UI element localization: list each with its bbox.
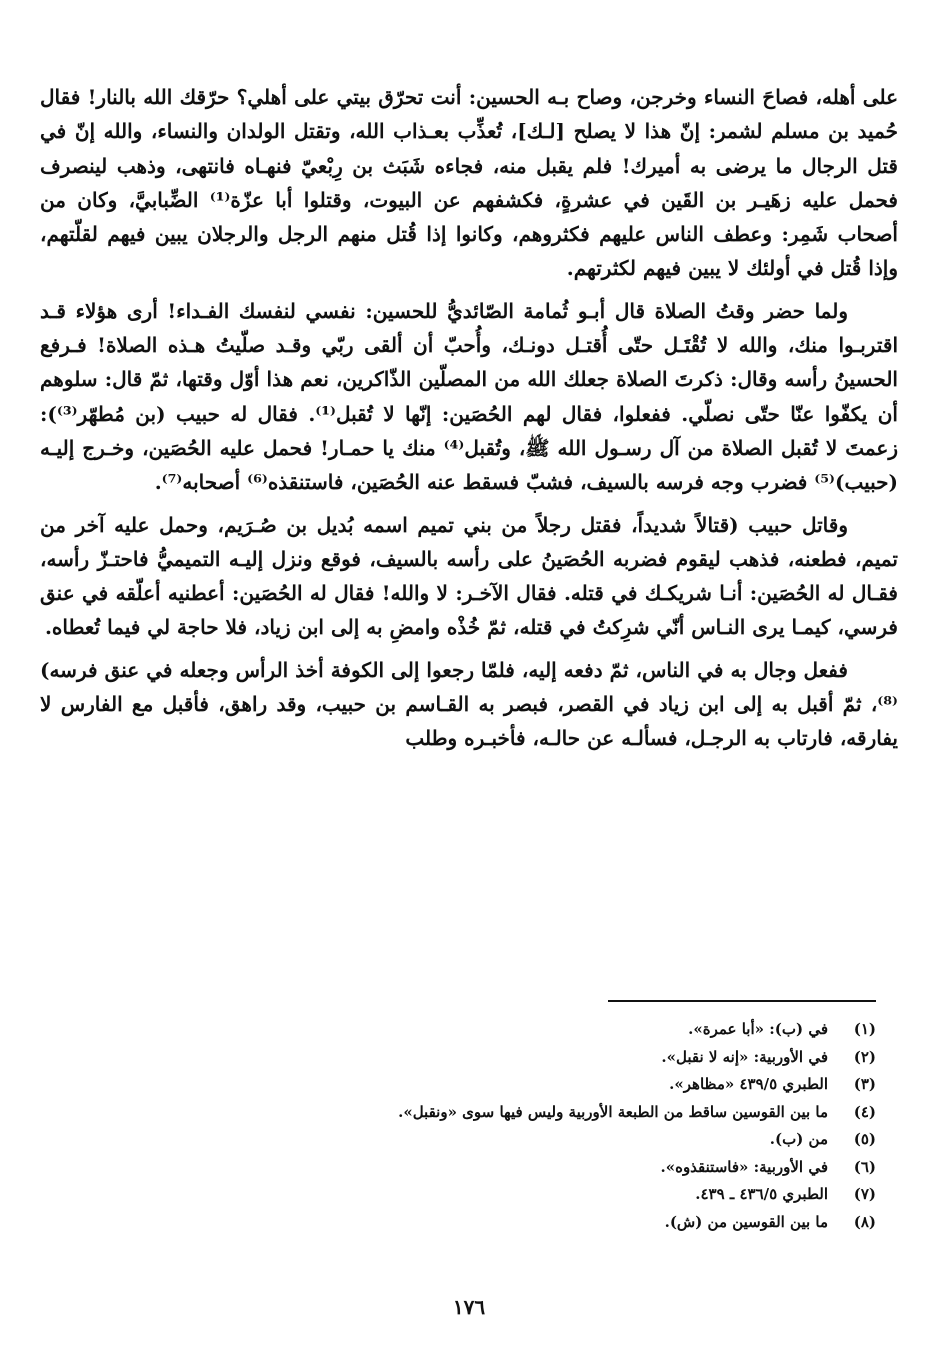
footnotes-list bbox=[316, 1016, 876, 1236]
footnote-text: في الأوربية: «إنه لا نقبل». bbox=[661, 1047, 828, 1066]
footnote-number: (١) bbox=[853, 1020, 876, 1038]
footnote-number: (٦) bbox=[853, 1157, 876, 1176]
footnote-6 bbox=[316, 1154, 876, 1182]
footnote-number: (٨) bbox=[853, 1212, 876, 1231]
paragraph-3: وقاتل حبيب (قتالاً شديداً، فقتل رجلاً من بني تميم اسمه بُديل بن صُـرَيم، وحمل عليه آخر من تميم، فطعنه، فذهب ليقوم فضربه الحُصَينُ على رأسه بالسيف، فوقع ونزل إليـه التميميُّ فاحتـزّ رأسه، فقـال له الحُصَين: أنـا شريكـك في قتله. فقال الآخـر: لا والله! فقال له الحُصَين: أعطنيه أعلّقه في عنق فرسي، كيمـا يرى النـاس أنّي شرِكتُ في قتله، ثمّ خُذْه وامضِ به إلى ابن زياد، فلا حاجة لي فيما تُعطاه. bbox=[40, 512, 898, 640]
footnote-1 bbox=[316, 1016, 876, 1044]
footnote-8 bbox=[316, 1209, 876, 1237]
footnote-number: (٤) bbox=[853, 1102, 876, 1121]
footnote-text: الطبري ٤٣٩/٥ «مظاهر». bbox=[669, 1075, 828, 1093]
paragraph-4: ففعل وجال به في الناس، ثمّ دفعه إليه، فلمّا رجعوا إلى الكوفة أخذ الرأس وجعله في عنق فرسه)⁽⁸⁾، ثمّ أقبل به إلى ابن زياد في القصر، فبصر به القـاسم بن حبيب، وقد راهق، فأقبل مع الفارس لا يفارقه، فارتاب به الرجـل، فسألـه عن حالـه، فأخبـره وطلب bbox=[40, 657, 898, 751]
footnote-text: من (ب). bbox=[769, 1130, 828, 1148]
footnote-number: (٥) bbox=[853, 1130, 876, 1148]
footnote-text: ما بين القوسين من (ش). bbox=[664, 1212, 828, 1231]
footnote-7 bbox=[316, 1181, 876, 1209]
main-text-body bbox=[40, 80, 898, 756]
footnote-number: (٧) bbox=[853, 1185, 876, 1203]
footnote-text: في الأوربية: «فاستنقذوه». bbox=[660, 1157, 828, 1176]
footnote-number: (٣) bbox=[853, 1075, 876, 1093]
page-number: ١٧٦ bbox=[452, 1295, 486, 1319]
footnote-text: في (ب): «أبا عمرة». bbox=[688, 1020, 828, 1038]
footnote-number: (٢) bbox=[853, 1047, 876, 1066]
paragraph-2: ولما حضر وقتُ الصلاة قال أبـو ثُمامة الصّائديُّ للحسين: نفسي لنفسك الفـداء! أرى هؤلاء قـد اقتربـوا منك، والله لا تُقْتَـل حتّى أُقتـل دونـك، وأُحبّ أن ألقى ربّي وقـد صلّيتُ هـذه الصلاة! فـرفع الحسينُ رأسه وقال: ذكرتَ الصلاة جعلك الله من المصلّين الذّاكرين، نعم هذا أوّل وقتها، ثمّ قال: سلوهم أن يكفّوا عنّا حتّى نصلّي. ففعلوا، فقال لهم الحُصَين: إنّها لا تُقبل⁽¹⁾. فقال له حبيب (بن مُطهّر⁽³⁾): زعمتَ لا تُقبل الصلاة من آل رسـول الله ﷺ، وتُقبل⁽⁴⁾ منك يا حمـار! فحمل عليه الحُصَين، وخـرج إليـه (حبيب)⁽⁵⁾ فضرب وجه فرسه بالسيف، فشبّ فسقط عنه الحُصَين، فاستنقذه⁽⁶⁾ أصحابه⁽⁷⁾. bbox=[40, 298, 899, 495]
paragraph-1: على أهله، فصاحَ النساء وخرجن، وصاح بـه الحسين: أنت تحرّق بيتي على أهلي؟ حرّقك الله بالنار! فقال حُميد بن مسلم لشمر: إنّ هذا لا يصلح [لـك]، تُعذِّب بعـذاب الله، وتقتل الولدان والنساء، والله إنّ في قتل الرجال ما يرضى به أميرك! فلم يقبل منه، فجاءه شَبَث بن رِبْعيّ فنهـاه فانتهى، وذهب لينصرف فحمل عليه زهَيـر بن القَين في عشرةٍ، فكشفهم عن البيوت، وقتلوا أبا عزّة⁽¹⁾ الضِّبابيَّ، وكان من أصحاب شَمِر: وعطف الناس عليهم فكثروهم، وكانوا إذا قُتل منهم الرجل والرجلان يبين فيهم لقلّتهم، وإذا قُتل في أولئك لا يبين فيهم لكثرتهم. bbox=[40, 85, 898, 281]
footnote-separator-rule bbox=[608, 1000, 876, 1002]
footnote-text: الطبري ٤٣٦/٥ ـ ٤٣٩. bbox=[695, 1185, 828, 1203]
footnote-2 bbox=[316, 1044, 876, 1072]
footnote-text: ما بين القوسين ساقط من الطبعة الأوربية وليس فيها سوى «ونقبل». bbox=[398, 1102, 828, 1121]
footnote-3 bbox=[316, 1071, 876, 1099]
footnote-5 bbox=[316, 1126, 876, 1154]
footnote-4 bbox=[316, 1099, 876, 1127]
